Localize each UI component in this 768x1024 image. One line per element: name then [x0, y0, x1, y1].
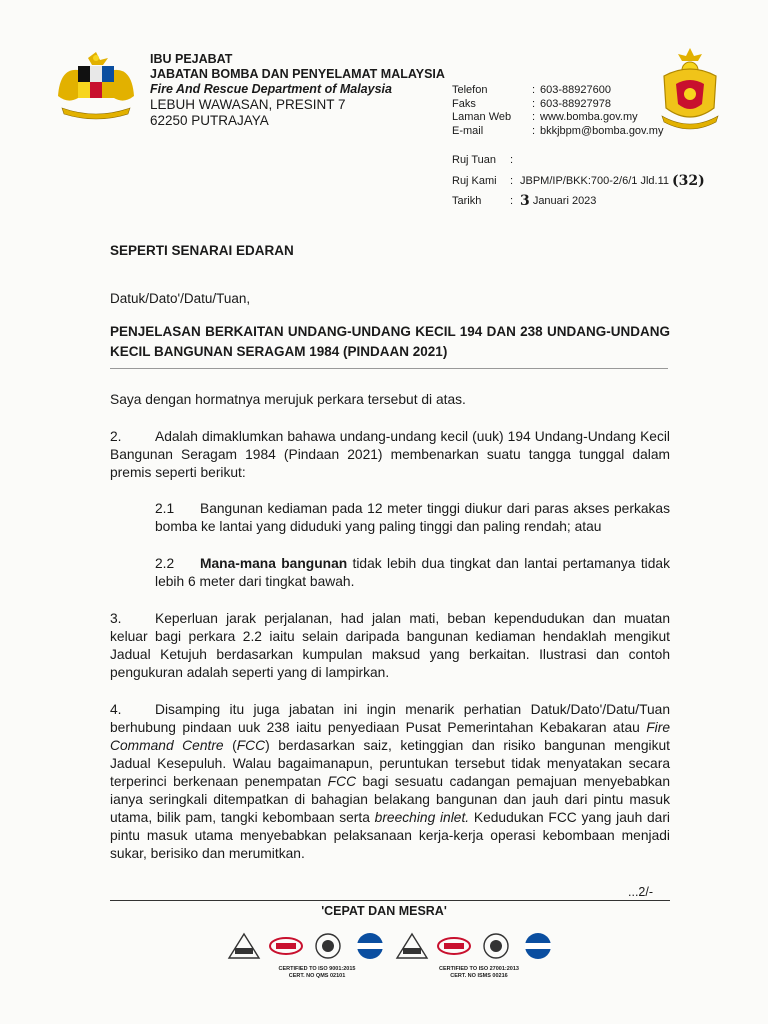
ruj-kami-handwritten: (32) — [672, 172, 705, 189]
contact-value: bkkjbpm@bomba.gov.my — [540, 124, 664, 137]
contact-label: Faks — [452, 97, 476, 110]
contact-row: Laman Web : www.bomba.gov.my — [452, 111, 638, 123]
sirim-logo-icon — [268, 931, 304, 961]
subject-divider — [110, 368, 668, 369]
reference-block — [452, 150, 705, 212]
certification-caption-2 — [424, 966, 534, 980]
paragraph-italic: FCC — [327, 774, 357, 789]
motto: 'CEPAT DAN MESRA' — [321, 904, 447, 918]
item-bold-text: Mana-mana bangunan — [200, 556, 348, 571]
tarikh-day-handwritten: 3 — [520, 193, 530, 209]
letterhead-line-3: Fire And Rescue Department of Malaysia — [150, 82, 392, 96]
item-text: Bangunan kediaman pada 12 meter tinggi diukur dari paras akses perkakas bomba ke lantai yang diduduki yang paling tinggi dan paling rendah; atau — [155, 501, 670, 534]
paragraph-number: 2. — [110, 429, 122, 444]
paragraph-text: bagi sesuatu cadangan pemajuan menyebabkan ianya seringkali ditempatkan di bahagian belakang bangunan dan jauh dari pintu masuk utama, bilik pam, tangki kebombaan serta — [110, 774, 670, 825]
cert-caption-line: CERTIFIED TO ISO 9001:2015 — [278, 966, 356, 972]
paragraph-text: Keperluan jarak perjalanan, had jalan mati, beban kependudukan dan muatan keluar bagi perkara 2.2 iaitu selain daripada bangunan kediaman hendaklah mengikut Jadual Ketujuh berdasarkan kumpulan maksud yang berkaitan. Ilustrasi dan contoh pengukuran adalah seperti yang di lampirkan. — [110, 611, 670, 680]
contact-label: Laman Web — [452, 111, 512, 123]
paragraph-text: Adalah dimaklumkan bahawa undang-undang kecil (uuk) 194 Undang-Undang Kecil Bangunan Seragam 1984 (Pindaan 2021) membenarkan suatu tangga tunggal dalam premis seperti berikut: — [110, 429, 670, 480]
certification-logos — [226, 928, 556, 964]
paragraph-text: ) berdasarkan saiz, ketinggian dan risiko bangunan mengikut Jadual Kesepuluh. Walau bagaimanapun, peruntukan tersebut tidak menyatakan secara terperinci berkenaan penempatan — [110, 738, 670, 789]
page-continuation: ...2/- — [628, 885, 654, 899]
paragraph-2 — [110, 428, 670, 482]
paragraph-italic: Fire Command Centre — [110, 720, 670, 753]
paragraph-number: 3. — [110, 611, 122, 626]
ruj-tuan-label: Ruj Tuan — [452, 154, 497, 166]
contact-block — [452, 84, 663, 138]
contact-row: Telefon : 603-88927600 — [452, 84, 611, 96]
item-2-1 — [155, 500, 670, 536]
subject-heading: PENJELASAN BERKAITAN UNDANG-UNDANG KECIL 194 DAN 238 UNDANG-UNDANG KECIL BANGUNAN SERAGAM 1984 (PINDAAN 2021) — [110, 324, 670, 359]
item-text: tidak lebih dua tingkat dan lantai pertamanya tidak lebih 6 meter dari tingkat bawah. — [155, 556, 670, 589]
item-number: 2.1 — [155, 501, 175, 516]
tarikh-row: Tarikh : 3 Januari 2023 — [452, 191, 705, 212]
iqnet-logo-icon — [520, 931, 556, 961]
cert-caption-line: CERT. NO ISMS 00216 — [450, 973, 508, 979]
ukas-logo-icon — [394, 931, 430, 961]
paragraph-4 — [110, 701, 670, 863]
letterhead — [150, 52, 445, 129]
letterhead-line-1: IBU PEJABAT — [150, 52, 233, 66]
contact-value: 603-88927600 — [540, 84, 611, 96]
contact-row: E-mail : bkkjbpm@bomba.gov.my — [452, 124, 664, 137]
bomba-crest-icon — [654, 46, 726, 134]
ruj-kami-label: Ruj Kami — [452, 174, 497, 187]
tarikh-value: Januari 2023 — [532, 195, 597, 207]
ruj-kami-row: Ruj Kami : JBPM/IP/BKK:700-2/6/1 Jld.11 (32) — [452, 171, 705, 192]
paragraph-italic: FCC — [236, 738, 266, 753]
letterhead-address-2: 62250 PUTRAJAYA — [150, 113, 269, 128]
contact-value: 603-88927978 — [540, 97, 611, 110]
paragraph-text: ( — [223, 738, 237, 753]
letterhead-line-2: JABATAN BOMBA DAN PENYELAMAT MALAYSIA — [150, 67, 445, 81]
paragraph-italic: breeching inlet. — [374, 810, 470, 825]
certification-mark-icon — [310, 931, 346, 961]
letterhead-address-1: LEBUH WAWASAN, PRESINT 7 — [150, 97, 346, 112]
item-number: 2.2 — [155, 556, 175, 571]
cert-caption-line: CERTIFIED TO ISO 27001:2013 — [439, 966, 519, 972]
contact-value: www.bomba.gov.my — [540, 111, 638, 123]
certification-mark-icon — [478, 931, 514, 961]
contact-label: Telefon — [452, 84, 488, 96]
paragraph-3 — [110, 610, 670, 682]
contact-label: E-mail — [452, 124, 484, 137]
iqnet-logo-icon — [352, 931, 388, 961]
paragraph-text: Kedudukan FCC yang jauh dari pintu masuk utama menyebabkan pelaksanaan kerja-kerja operasi kebombaan menjadi sukar, berisiko dan merumitkan. — [110, 810, 670, 861]
paragraph-text: Disamping itu juga jabatan ini ingin menarik perhatian Datuk/Dato'/Datu/Tuan berhubung pindaan uuk 238 iaitu penyediaan Pusat Pemerintahan Kebakaran atau — [110, 702, 670, 735]
recipient: SEPERTI SENARAI EDARAN — [110, 243, 294, 258]
contact-row: Faks : 603-88927978 — [452, 97, 611, 110]
ukas-logo-icon — [226, 931, 262, 961]
certification-caption-1 — [262, 966, 372, 980]
footer-divider — [110, 900, 670, 901]
paragraph-number: 4. — [110, 702, 122, 717]
ruj-tuan-row: Ruj Tuan : — [452, 150, 705, 171]
greeting: Datuk/Dato'/Datu/Tuan, — [110, 291, 251, 306]
tarikh-label: Tarikh — [452, 195, 482, 207]
item-2-2 — [155, 555, 670, 591]
jata-negara-crest-icon — [48, 48, 144, 122]
paragraph-1: Saya dengan hormatnya merujuk perkara tersebut di atas. — [110, 392, 466, 407]
cert-caption-line: CERT. NO QMS 02101 — [288, 973, 346, 979]
sirim-logo-icon — [436, 931, 472, 961]
ruj-kami-value: JBPM/IP/BKK:700-2/6/1 Jld.11 — [520, 174, 669, 187]
